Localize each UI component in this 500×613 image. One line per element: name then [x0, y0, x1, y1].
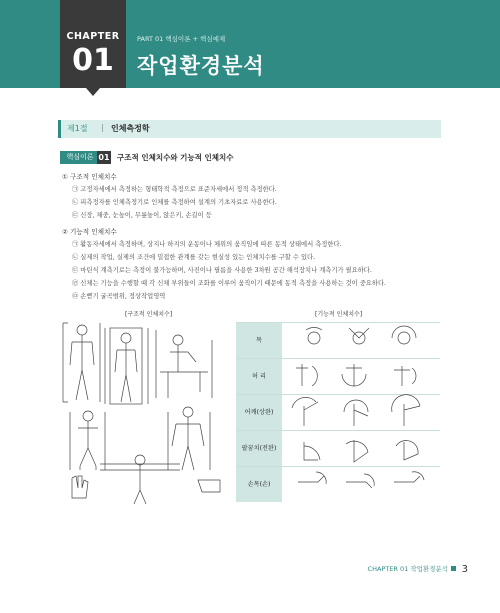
item-1-line: ㉠ 고정자세에서 측정하는 형태학적 측정으로 표준자세에서 정적 측정한다. — [72, 186, 277, 193]
chapter-header — [0, 0, 500, 88]
item-2-line: ㉢ 마틴식 계측기로는 측정이 불가능하며, 사진이나 필름을 사용한 3차원 공간 해석장치나 계측기가 필요하다. — [72, 267, 372, 274]
chapter-tab — [60, 0, 126, 88]
item-2-line: ㉣ 신체는 기능을 수행할 때 각 신체 부위들이 조화를 이루어 움직이기 때문에 동적 측정을 사용하는 것이 중요하다. — [72, 280, 387, 287]
footer-chapter-label: CHAPTER 01 작업환경분석 — [367, 565, 448, 573]
row-label-wrist: 손목(손) — [236, 467, 282, 502]
item-2-line: ㉡ 실제의 작업, 실제의 조건에 밀접한 관계를 갖는 현실성 있는 인체치수를 구할 수 있다. — [72, 254, 316, 261]
chapter-title: 작업환경분석 — [137, 54, 265, 78]
section-divider: | — [101, 123, 104, 132]
section-title: 인체측정학 — [111, 124, 150, 133]
range-of-motion-illustration — [284, 322, 440, 502]
row-label-shoulder: 어깨(상완) — [236, 395, 282, 430]
core-theory-tag: 핵심이론 — [60, 151, 100, 164]
item-1-line: ㉡ 피측정자를 인체측정기로 인체를 측정하여 설계의 기초자료로 사용한다. — [72, 199, 277, 206]
section-bar — [58, 120, 441, 138]
functional-figure-caption: [기능적 인체치수] — [315, 311, 363, 318]
part-line: PART 01 핵심이론 + 핵심예제 — [137, 35, 226, 43]
item-1-heading: ① 구조적 인체치수 — [62, 173, 117, 181]
item-1-line: ㉢ 신장, 체중, 눈높이, 무릎높이, 앉은키, 손길이 등 — [72, 212, 212, 219]
chapter-word: CHAPTER — [66, 31, 120, 42]
page-number: 3 — [461, 564, 468, 575]
core-theory-title: 구조적 인체치수와 기능적 인체치수 — [117, 153, 234, 162]
item-2-line: ㉤ 손뻗기 굴곡범위, 정상작업영역 — [72, 293, 166, 300]
row-label-elbow: 팔꿈치(전완) — [236, 431, 282, 466]
structural-figure-caption: [구조적 인체치수] — [125, 311, 173, 318]
row-label-waist: 허 리 — [236, 359, 282, 394]
chapter-number: 01 — [72, 43, 114, 78]
item-2-line: ㉠ 활동자세에서 측정하며, 상지나 하지의 운동이나 체위의 움직임에 따른 동적 상태에서 측정한다. — [72, 241, 342, 248]
section-number: 제1절 — [67, 124, 88, 133]
row-label-neck: 목 — [236, 323, 282, 358]
structural-measurement-illustration — [60, 320, 225, 505]
footer-marker — [451, 566, 456, 571]
core-theory-number: 01 — [98, 153, 110, 162]
item-2-heading: ② 기능적 인체치수 — [62, 228, 117, 236]
